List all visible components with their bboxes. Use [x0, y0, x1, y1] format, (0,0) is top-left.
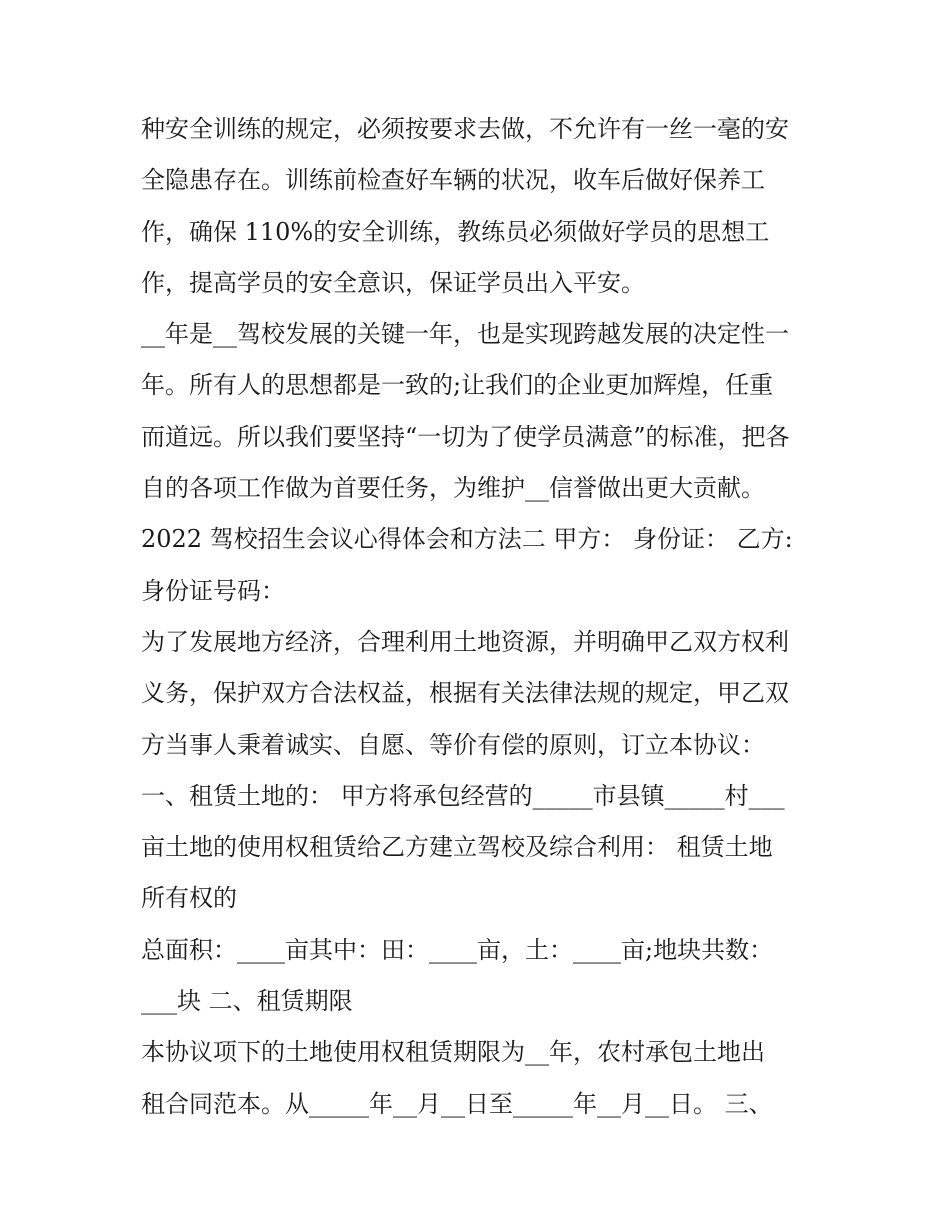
text-line: 本协议项下的土地使用权租赁期限为__年，农村承包土地出	[141, 1038, 765, 1067]
text-line: 一、租赁土地的： 甲方将承包经营的_____市县镇_____村___	[141, 781, 785, 810]
text-line: 为了发展地方经济，合理利用土地资源，并明确甲乙双方权利	[141, 627, 789, 656]
text-line: 亩土地的使用权租赁给乙方建立驾校及综合利用： 租赁土地	[141, 833, 773, 862]
text-line: 全隐患存在。训练前检查好车辆的状况，收车后做好保养工	[141, 166, 765, 195]
text-line: 所有权的	[141, 884, 237, 913]
text-line: 年。所有人的思想都是一致的;让我们的企业更加辉煌，任重	[141, 371, 774, 400]
text-line: ___块 二、租赁期限	[141, 987, 353, 1016]
text-line: 方当事人秉着诚实、自愿、等价有偿的原则，订立本协议：	[141, 730, 765, 759]
text-line: 而道远。所以我们要坚持“一切为了使学员满意”的标准，把各	[141, 422, 790, 451]
text-line: 身份证号码：	[141, 576, 285, 605]
text-line: __年是__驾校发展的关键一年，也是实现跨越发展的决定性一	[141, 320, 789, 349]
text-line: 2022 驾校招生会议心得体会和方法二 甲方： 身份证： 乙方:	[141, 525, 793, 554]
text-line: 总面积：____亩其中：田：____亩，土：____亩;地块共数：	[141, 935, 774, 964]
document-body	[141, 104, 821, 1130]
text-line: 作，确保 110%的安全训练，教练员必须做好学员的思想工	[141, 217, 770, 246]
text-line: 租合同范本。从_____年__月__日至_____年__月__日。 三、	[141, 1089, 773, 1118]
text-line: 作，提高学员的安全意识，保证学员出入平安。	[141, 268, 645, 297]
text-line: 自的各项工作做为首要任务，为维护__信誉做出更大贡献。	[141, 474, 765, 503]
text-line: 种安全训练的规定，必须按要求去做，不允许有一丝一毫的安	[141, 115, 789, 143]
text-line: 义务，保护双方合法权益，根据有关法律法规的规定，甲乙双	[141, 679, 789, 708]
